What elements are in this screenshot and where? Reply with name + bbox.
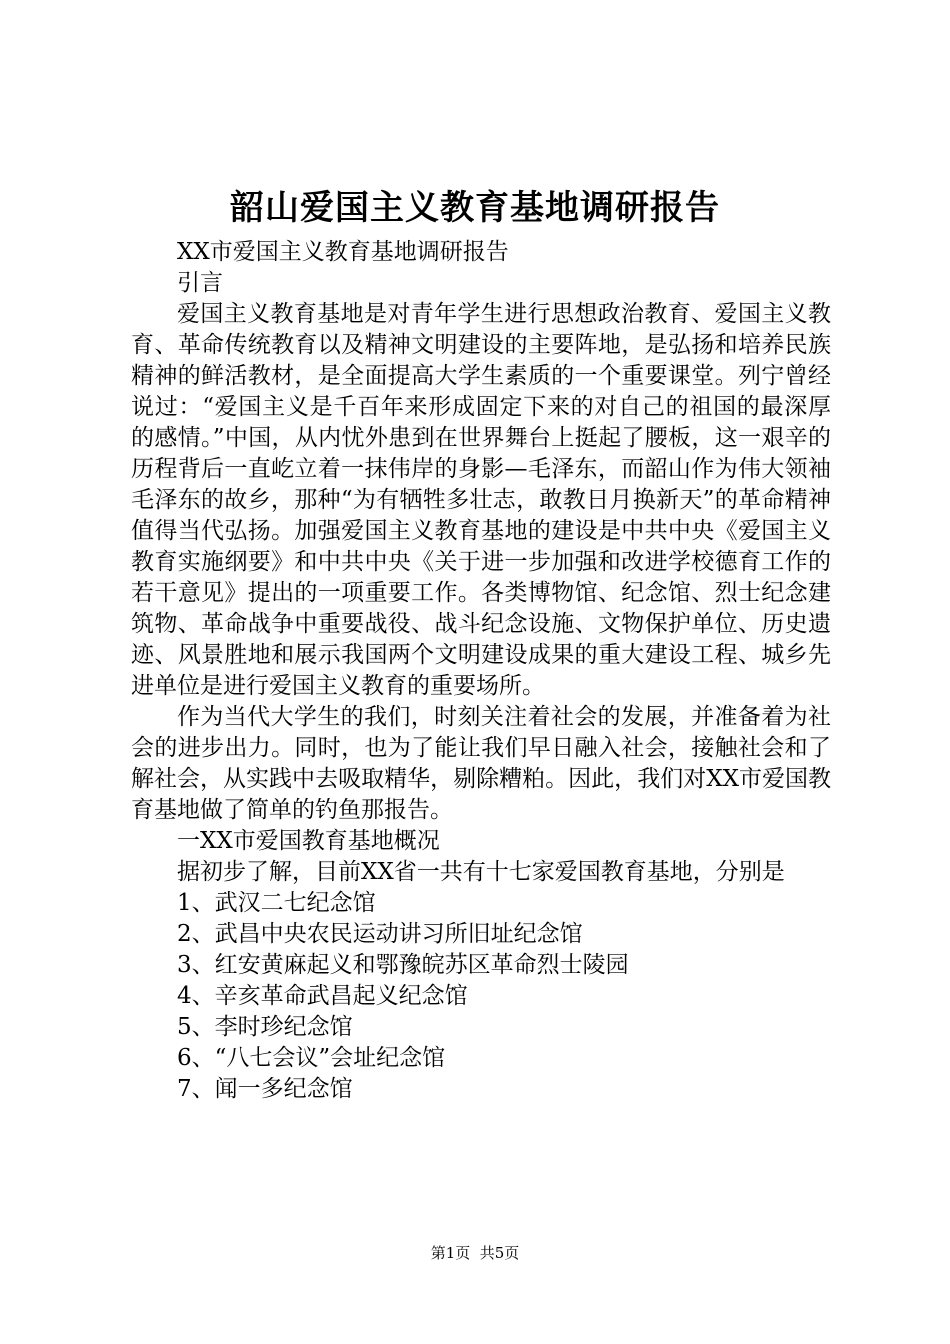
list-item: 7、闻一多纪念馆 [177, 1076, 353, 1102]
list-item: 3、红安黄麻起义和鄂豫皖苏区革命烈士陵园 [177, 952, 629, 978]
body-paragraph: 作为当代大学生的我们，时刻关注着社会的发展，并准备着为社会的进步出力。同时，也为了能让我们早日融入社会，接触社会和了解社会，从实践中去吸取精华，剔除糟粕。因此，我们对XX市爱国教育基地做了简单的钓鱼那报告。 [131, 704, 831, 823]
list-item: 2、武昌中央农民运动讲习所旧址纪念馆 [177, 921, 583, 947]
section-heading: 一XX市爱国教育基地概况 [177, 828, 440, 854]
document-title: 韶山爱国主义教育基地调研报告 [230, 188, 720, 228]
list-item: 4、辛亥革命武昌起义纪念馆 [177, 983, 468, 1009]
document-body [131, 237, 831, 1105]
list-item: 5、李时珍纪念馆 [177, 1014, 353, 1040]
body-paragraph: 爱国主义教育基地是对青年学生进行思想政治教育、爱国主义教育、革命传统教育以及精神文明建设的主要阵地，是弘扬和培养民族精神的鲜活教材，是全面提高大学生素质的一个重要课堂。列宁曾经说过：“爱国主义是千百年来形成固定下来的对自己的祖国的最深厚的感情。”中国，从内忧外患到在世界舞台上挺起了腰板，这一艰辛的历程背后一直屹立着一抹伟岸的身影—毛泽东，而韶山作为伟大领袖毛泽东的故乡，那种“为有牺牲多壮志，敢教日月换新天”的革命精神值得当代弘扬。加强爱国主义教育基地的建设是中共中央《爱国主义教育实施纲要》和中共中央《关于进一步加强和改进学校德育工作的若干意见》提出的一项重要工作。各类博物馆、纪念馆、烈士纪念建筑物、革命战争中重要战役、战斗纪念设施、文物保护单位、历史遗迹、风景胜地和展示我国两个文明建设成果的重大建设工程、城乡先进单位是进行爱国主义教育的重要场所。 [131, 301, 831, 699]
page-number-footer: 第1页 共5页 [430, 1244, 520, 1262]
section-intro: 据初步了解，目前XX省一共有十七家爱国教育基地，分别是 [177, 859, 785, 885]
intro-heading: 引言 [177, 270, 223, 296]
list-item: 6、“八七会议”会址纪念馆 [177, 1045, 446, 1071]
list-item: 1、武汉二七纪念馆 [177, 890, 376, 916]
document-subtitle: XX市爱国主义教育基地调研报告 [177, 239, 509, 265]
